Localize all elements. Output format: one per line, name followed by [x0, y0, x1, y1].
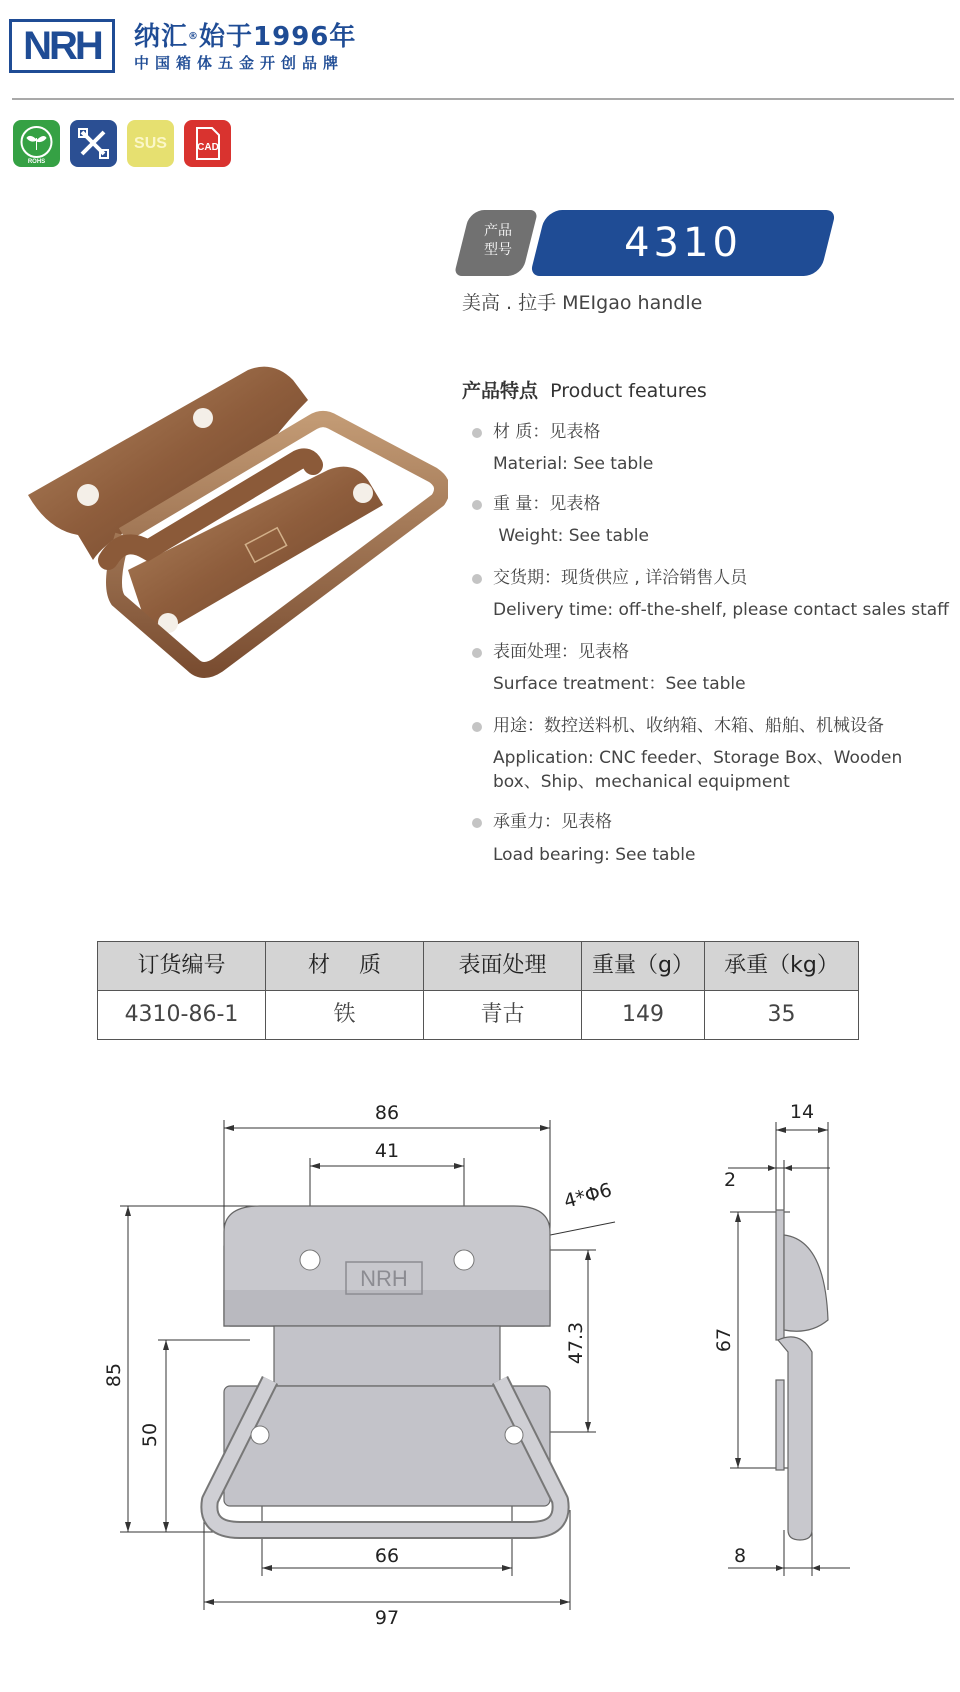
bullet-icon	[472, 818, 482, 828]
cad-label: CAD	[197, 142, 219, 153]
brand-since: 始于1996年	[199, 22, 357, 52]
cell-material: 铁	[266, 991, 424, 1040]
dim-side-depth: 14	[789, 1101, 815, 1123]
dim-side-bottom: 8	[733, 1545, 747, 1567]
spec-table	[97, 941, 859, 1040]
bullet-icon	[472, 722, 482, 732]
dim-handle-inner: 66	[374, 1545, 400, 1567]
feature-surface-cn: 表面处理：见表格	[493, 642, 629, 662]
bullet-icon	[472, 500, 482, 510]
dim-top-width: 86	[374, 1102, 400, 1124]
nrh-logo: NRH	[9, 19, 115, 73]
feature-delivery-en: Delivery time: off-the-shelf, please contact sales staff	[493, 600, 949, 620]
plate-logo: NRH	[360, 1266, 408, 1291]
dim-hole-note: 4*Φ6	[561, 1178, 615, 1213]
feature-delivery-cn: 交货期：现货供应 , 详洽销售人员	[493, 568, 748, 588]
cad-icon	[184, 120, 231, 167]
model-label-line2: 型号	[484, 242, 512, 258]
dim-handle-height: 50	[139, 1422, 161, 1448]
tools-icon	[70, 120, 117, 167]
bullet-icon	[472, 574, 482, 584]
cell-surface: 青古	[424, 991, 582, 1040]
features-heading-cn: 产品特点	[462, 380, 539, 402]
dim-height: 85	[103, 1362, 125, 1388]
product-photo	[8, 360, 448, 690]
feature-weight-cn: 重 量：见表格	[493, 494, 601, 514]
feature-material-en: Material: See table	[493, 454, 654, 474]
feature-surface-en: Surface treatment：See table	[493, 674, 746, 694]
brand-title	[134, 22, 356, 52]
col-surface: 表面处理	[424, 942, 582, 991]
product-name: 美高 . 拉手 MEIgao handle	[462, 292, 703, 314]
table-header-row	[98, 942, 859, 991]
cell-weight: 149	[582, 991, 705, 1040]
features-heading	[462, 378, 707, 404]
brand-name: 纳汇	[134, 22, 189, 52]
dim-side-height: 67	[713, 1327, 735, 1353]
dim-hole-to-bottom: 47.3	[565, 1321, 587, 1365]
feature-load-cn: 承重力：见表格	[493, 812, 612, 832]
header-divider	[12, 98, 954, 100]
dim-side-thickness: 2	[723, 1169, 737, 1191]
brand-slogan: 中国箱体五金开创品牌	[134, 54, 345, 72]
model-label-text	[476, 222, 520, 260]
table-row	[98, 991, 859, 1040]
feature-application-cn: 用途：数控送料机、收纳箱、木箱、船舶、机械设备	[493, 716, 884, 736]
cell-order-no: 4310-86-1	[98, 991, 266, 1040]
model-number: 4310	[624, 220, 742, 266]
cell-load: 35	[705, 991, 859, 1040]
dim-hole-spacing: 41	[374, 1140, 400, 1162]
col-order-no: 订货编号	[98, 942, 266, 991]
features-heading-en: Product features	[550, 380, 707, 402]
col-weight: 重量（g）	[582, 942, 705, 991]
dim-overall-width: 97	[374, 1607, 400, 1629]
front-view-drawing	[100, 1090, 660, 1630]
bullet-icon	[472, 428, 482, 438]
feature-material-cn: 材 质：见表格	[493, 422, 601, 442]
feature-application-en: Application: CNC feeder、Storage Box、Wooden box、Ship、mechanical equipment	[493, 748, 903, 792]
col-load: 承重（kg）	[705, 942, 859, 991]
registered-mark: ®	[188, 31, 200, 42]
col-material: 材 质	[266, 942, 424, 991]
sus-icon: SUS	[127, 120, 174, 167]
rohs-label: ROHS	[27, 159, 46, 165]
model-label-line1: 产品	[484, 223, 512, 239]
feature-load-en: Load bearing: See table	[493, 845, 696, 865]
side-view-drawing	[700, 1090, 880, 1630]
feature-weight-en: Weight: See table	[493, 526, 649, 546]
rohs-icon	[13, 120, 60, 167]
bullet-icon	[472, 648, 482, 658]
